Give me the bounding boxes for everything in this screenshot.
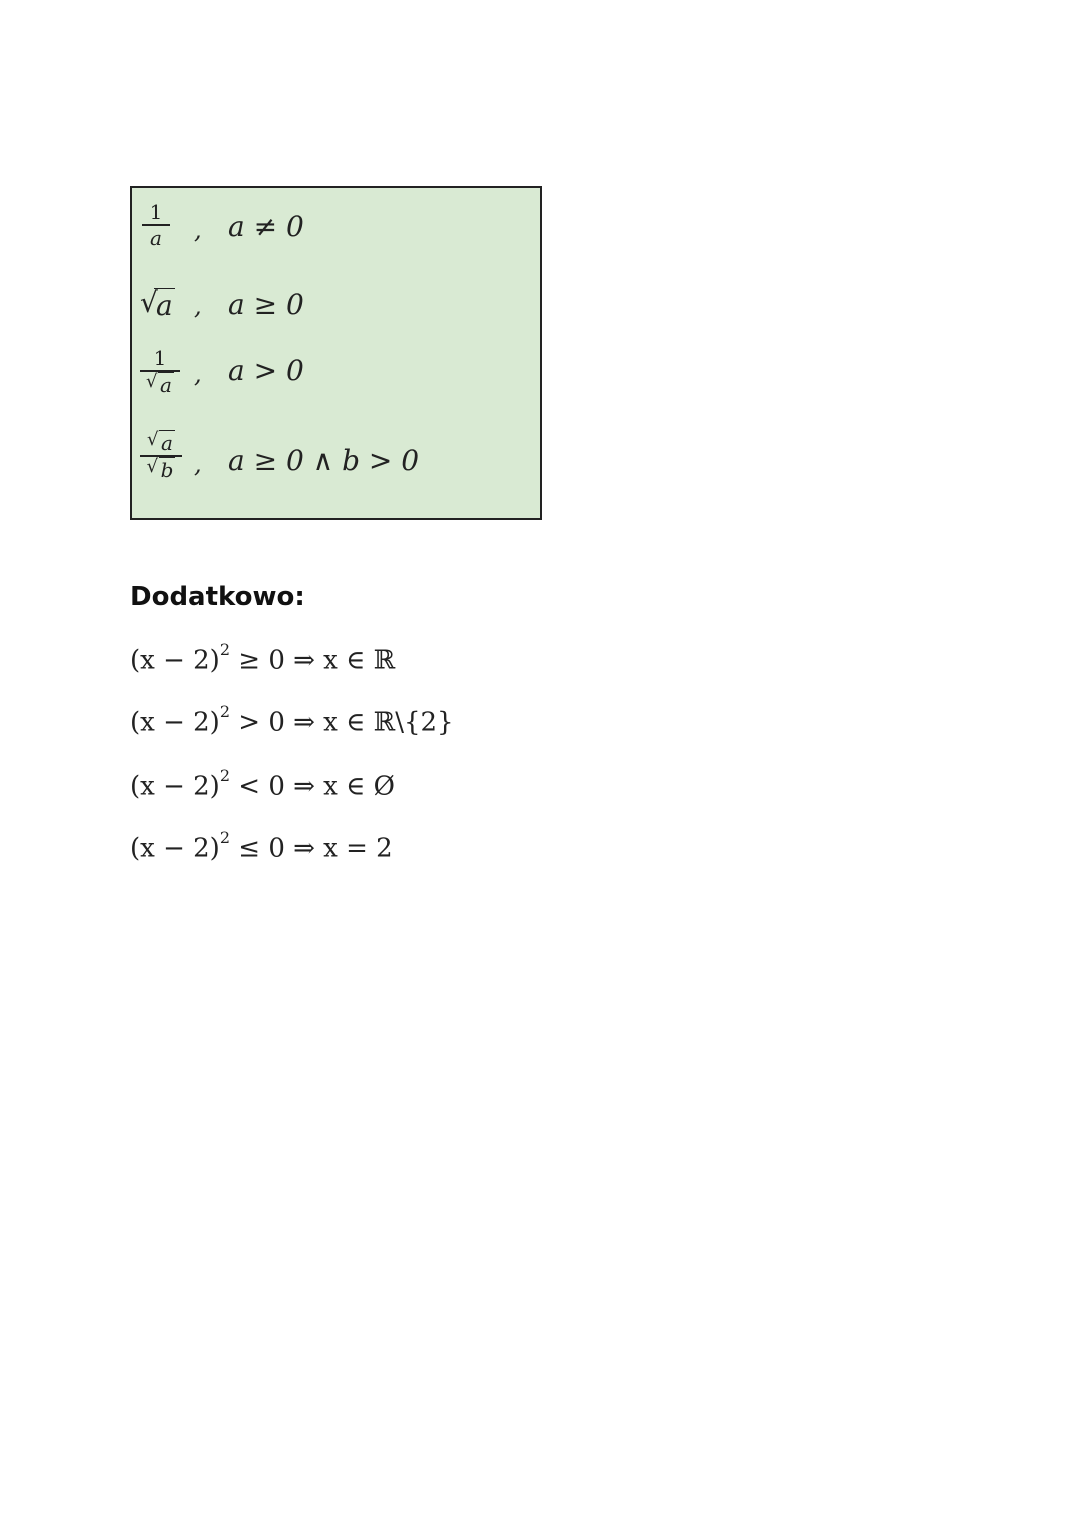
condition-text: a ≠ 0 [228, 210, 304, 243]
fraction-one-over-a [142, 200, 170, 250]
denominator: a [150, 225, 162, 250]
fraction-one-over-sqrt-a: 1 √ a [140, 346, 180, 397]
radical-icon: √ [140, 286, 158, 319]
radical-icon: √ [147, 429, 159, 450]
equation-line: $(x - 2)^2 \le 0$ ⇒ x = 2 [130, 828, 393, 864]
comma: , [194, 292, 202, 320]
condition-text: a > 0 [228, 354, 304, 387]
equation-line: $(x - 2)^2 > 0$ ⇒ x ∈ ℝ\{2} [130, 702, 454, 738]
condition-text: a ≥ 0 ∧ b > 0 [228, 444, 420, 477]
comma: , [194, 216, 202, 244]
section-heading: Dodatkowo: [130, 582, 305, 612]
numerator: 1 [149, 200, 163, 224]
sqrt-a-expression: √ a [140, 286, 173, 322]
radical-icon: √ [146, 455, 159, 477]
domain-conditions-box [130, 186, 542, 520]
comma: , [194, 360, 202, 388]
equation-line: $(x - 2)^2 \ge 0$ ⇒ x ∈ ℝ [130, 640, 396, 676]
equation-line: $(x - 2)^2 < 0$ ⇒ x ∈ Ø [130, 766, 395, 802]
fraction-sqrt-a-over-sqrt-b: √ a √ b [140, 430, 182, 482]
condition-text: a ≥ 0 [228, 288, 304, 321]
radical-icon: √ [146, 370, 158, 392]
numerator: 1 [153, 346, 167, 370]
comma: , [194, 450, 202, 478]
